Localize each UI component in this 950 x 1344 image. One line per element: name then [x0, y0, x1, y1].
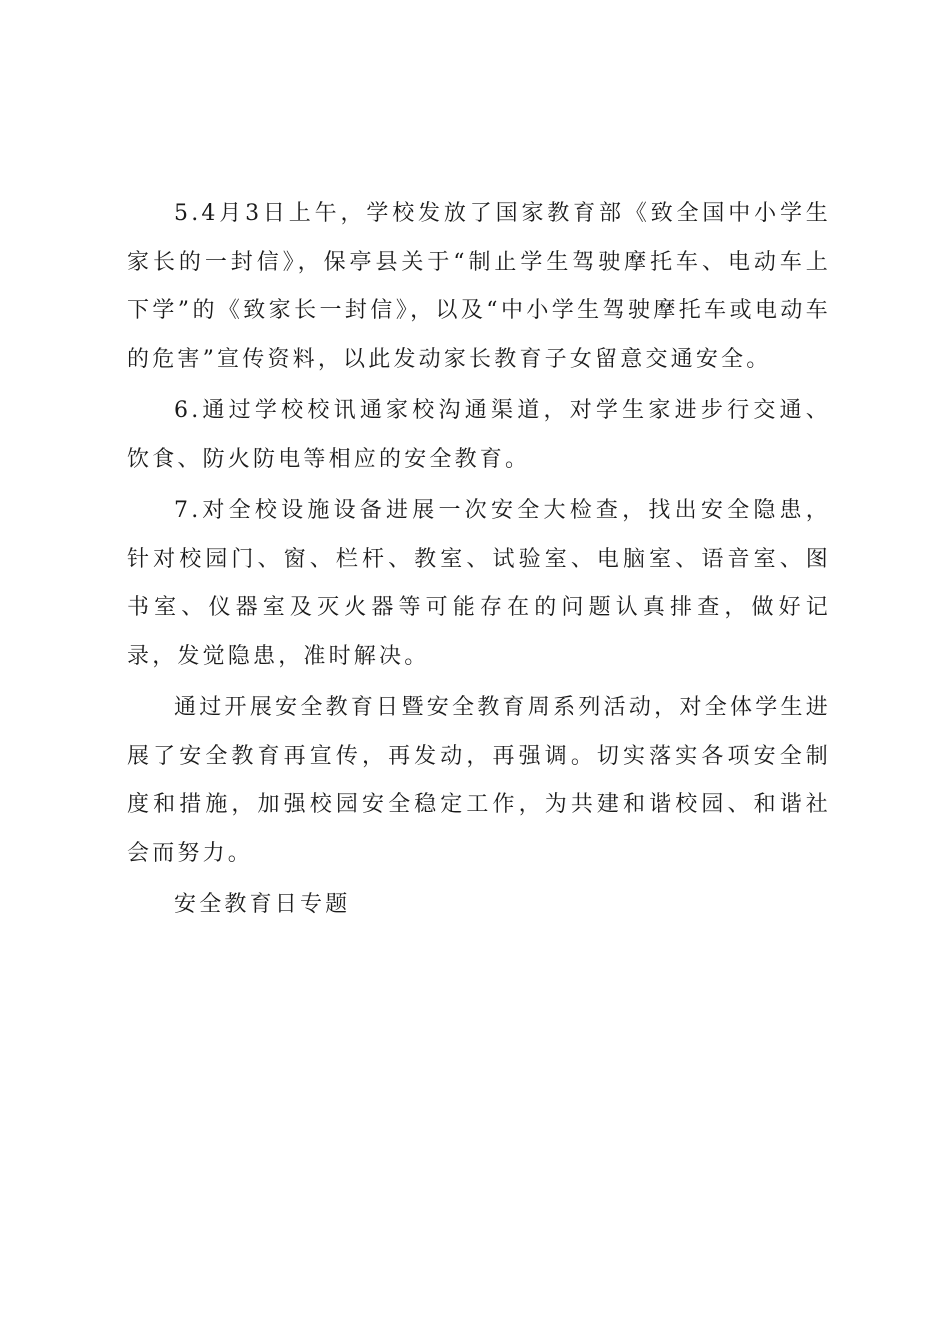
paragraph-item-6: 6.通过学校校讯通家校沟通渠道，对学生家进步行交通、饮食、防火防电等相应的安全教育。 [127, 398, 831, 472]
paragraph-summary: 通过开展安全教育日暨安全教育周系列活动，对全体学生进展了安全教育再宣传，再发动，再强调。切实落实各项安全制度和措施，加强校园安全稳定工作，为共建和谐校园、和谐社会而努力。 [127, 695, 831, 866]
closing-title: 安全教育日专题 [174, 892, 351, 917]
paragraph-item-5: 5.4月3日上午，学校发放了国家教育部《致全国中小学生家长的一封信》，保亭县关于“制止学生驾驶摩托车、电动车上下学”的《致家长一封信》，以及“中小学生驾驶摩托车或电动车的危害”宣传资料，以此发动家长教育子女留意交通安全。 [127, 201, 831, 372]
document-body [127, 190, 831, 933]
paragraph-item-7: 7.对全校设施设备进展一次安全大检查，找出安全隐患，针对校园门、窗、栏杆、教室、试验室、电脑室、语音室、图书室、仪器室及灭火器等可能存在的问题认真排查，做好记录，发觉隐患，准时解决。 [127, 498, 831, 669]
